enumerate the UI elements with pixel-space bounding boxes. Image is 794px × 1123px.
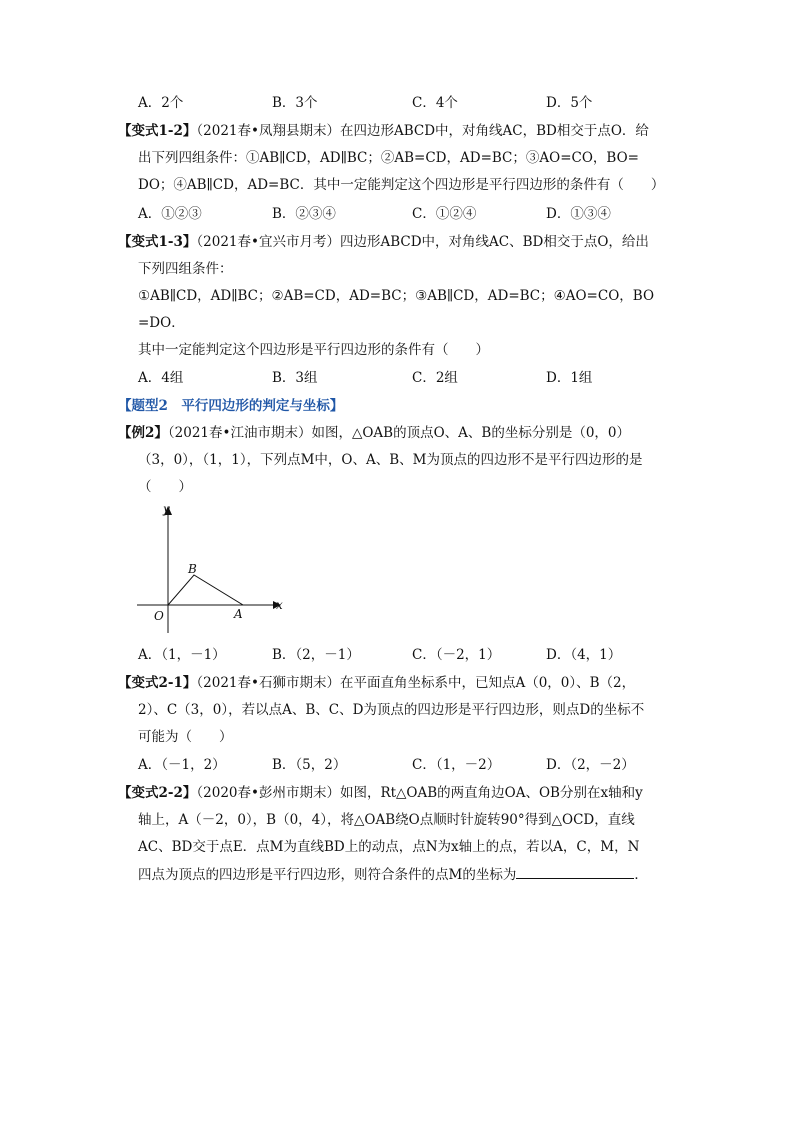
q0-option-b: B．3个: [272, 95, 318, 111]
q0-option-d: D．5个: [546, 95, 593, 111]
v22-line-1: 【变式2-2】（2020春•彭州市期末）如图，Rt△OAB的两直角边OA、OB分别在x轴和y: [118, 785, 643, 801]
ex2-line-2: （3，0），（1，1），下列点M中，O、A、B、M为顶点的四边形不是平行四边形的是: [138, 452, 643, 468]
q0-option-c: C．4个: [412, 95, 458, 111]
ex2-line-3: （ ）: [138, 479, 192, 495]
v12-option-b: B．②③④: [272, 206, 336, 222]
point-a-label: A: [234, 607, 243, 621]
v21-option-d: D．（2，－2）: [546, 757, 635, 773]
ex2-option-b: B．（2，－1）: [272, 647, 360, 663]
v13-option-d: D．1组: [546, 370, 593, 386]
ex2-option-d: D．（4，1）: [546, 647, 622, 663]
y-axis-label: y: [163, 502, 170, 516]
ex2-line-1: 【例2】（2021春•江油市期末）如图，△OAB的顶点O、A、B的坐标分别是（0，0）: [118, 425, 631, 441]
x-axis-label: x: [276, 598, 283, 612]
ex2-tag: 【例2】: [118, 425, 168, 441]
q0-option-a: A．2个: [138, 95, 184, 111]
v13-option-b: B．3组: [272, 370, 318, 386]
v12-option-d: D．①③④: [546, 206, 611, 222]
v12-line-1: 【变式1-2】（2021春•凤翔县期末）在四边形ABCD中，对角线AC，BD相交于点O．给: [118, 123, 649, 139]
origin-label: O: [154, 609, 164, 623]
v21-line-1: 【变式2-1】（2021春•石狮市期末）在平面直角坐标系中，已知点A（0，0）、B（2，: [118, 675, 636, 691]
v13-line-1: 【变式1-3】（2021春•宜兴市月考）四边形ABCD中，对角线AC、BD相交于点O，给出: [118, 234, 649, 250]
ex2-option-a: A．（1，－1）: [138, 647, 226, 663]
v12-line-3: DO；④AB∥CD，AD=BC．其中一定能判定这个四边形是平行四边形的条件有（ ）: [138, 177, 665, 193]
v21-option-a: A．（－1，2）: [138, 757, 226, 773]
triangle-oab: [168, 575, 243, 605]
answer-blank[interactable]: [516, 864, 634, 879]
v13-option-c: C．2组: [412, 370, 458, 386]
v21-option-c: C．（1，－2）: [412, 757, 501, 773]
coordinate-figure: [130, 500, 290, 640]
ex2-option-c: C．（－2，1）: [412, 647, 501, 663]
v13-line-2: 下列四组条件：: [138, 261, 233, 277]
v22-line-4: 四点为顶点的四边形是平行四边形，则符合条件的点M的坐标为 ．: [138, 864, 648, 885]
v12-tag: 【变式1-2】: [118, 123, 197, 139]
v21-tag: 【变式2-1】: [118, 675, 197, 691]
v12-line-2: 出下列四组条件：①AB∥CD，AD∥BC；②AB=CD，AD=BC；③AO=CO，BO=: [138, 150, 639, 166]
point-b-label: B: [188, 562, 197, 576]
section-2-title: 【题型2 平行四边形的判定与坐标】: [118, 398, 344, 414]
v21-option-b: B．（5，2）: [272, 757, 347, 773]
v13-line-5: 其中一定能判定这个四边形是平行四边形的条件有（ ）: [138, 342, 489, 358]
v22-line-2: 轴上，A（－2，0），B（0，4），将△OAB绕O点顺时针旋转90°得到△OCD，直线: [138, 812, 635, 828]
v12-option-c: C．①②④: [412, 206, 477, 222]
v13-line-3: ①AB∥CD，AD∥BC；②AB=CD，AD=BC；③AB∥CD，AD=BC；④AO=CO，BO: [138, 288, 655, 304]
v13-option-a: A．4组: [138, 370, 184, 386]
v13-tag: 【变式1-3】: [118, 234, 197, 250]
v12-option-a: A．①②③: [138, 206, 202, 222]
v21-line-2: 2）、C（3，0），若以点A、B、C、D为顶点的四边形是平行四边形，则点D的坐标不: [138, 702, 645, 718]
v22-tag: 【变式2-2】: [118, 785, 197, 801]
v22-line-3: AC、BD交于点E．点M为直线BD上的动点，点N为x轴上的点，若以A，C，M，N: [138, 839, 640, 855]
v21-line-3: 可能为（ ）: [138, 729, 233, 745]
v13-line-4: =DO．: [138, 315, 185, 331]
